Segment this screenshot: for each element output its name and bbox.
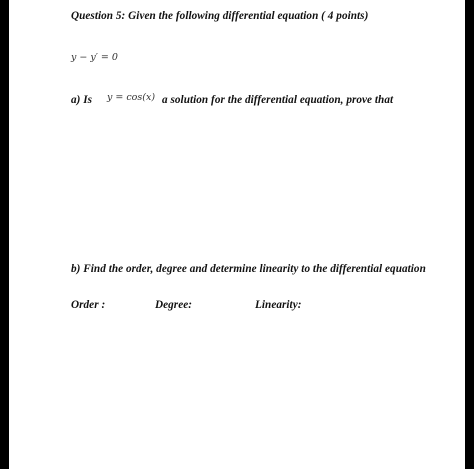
order-label: Order :: [71, 299, 106, 311]
part-a-question: a solution for the differential equation, prove that: [162, 94, 394, 106]
part-a-label: a) Is: [71, 94, 93, 106]
question-title: Question 5: Given the following differential equation ( 4 points): [71, 10, 369, 22]
degree-label: Degree:: [155, 299, 192, 311]
linearity-label: Linearity:: [255, 299, 302, 311]
part-b-question: b) Find the order, degree and determine linearity to the differential equation: [71, 263, 426, 275]
part-a-expression: y = cos(x): [107, 92, 156, 103]
differential-equation: y − y′ = 0: [71, 52, 118, 63]
